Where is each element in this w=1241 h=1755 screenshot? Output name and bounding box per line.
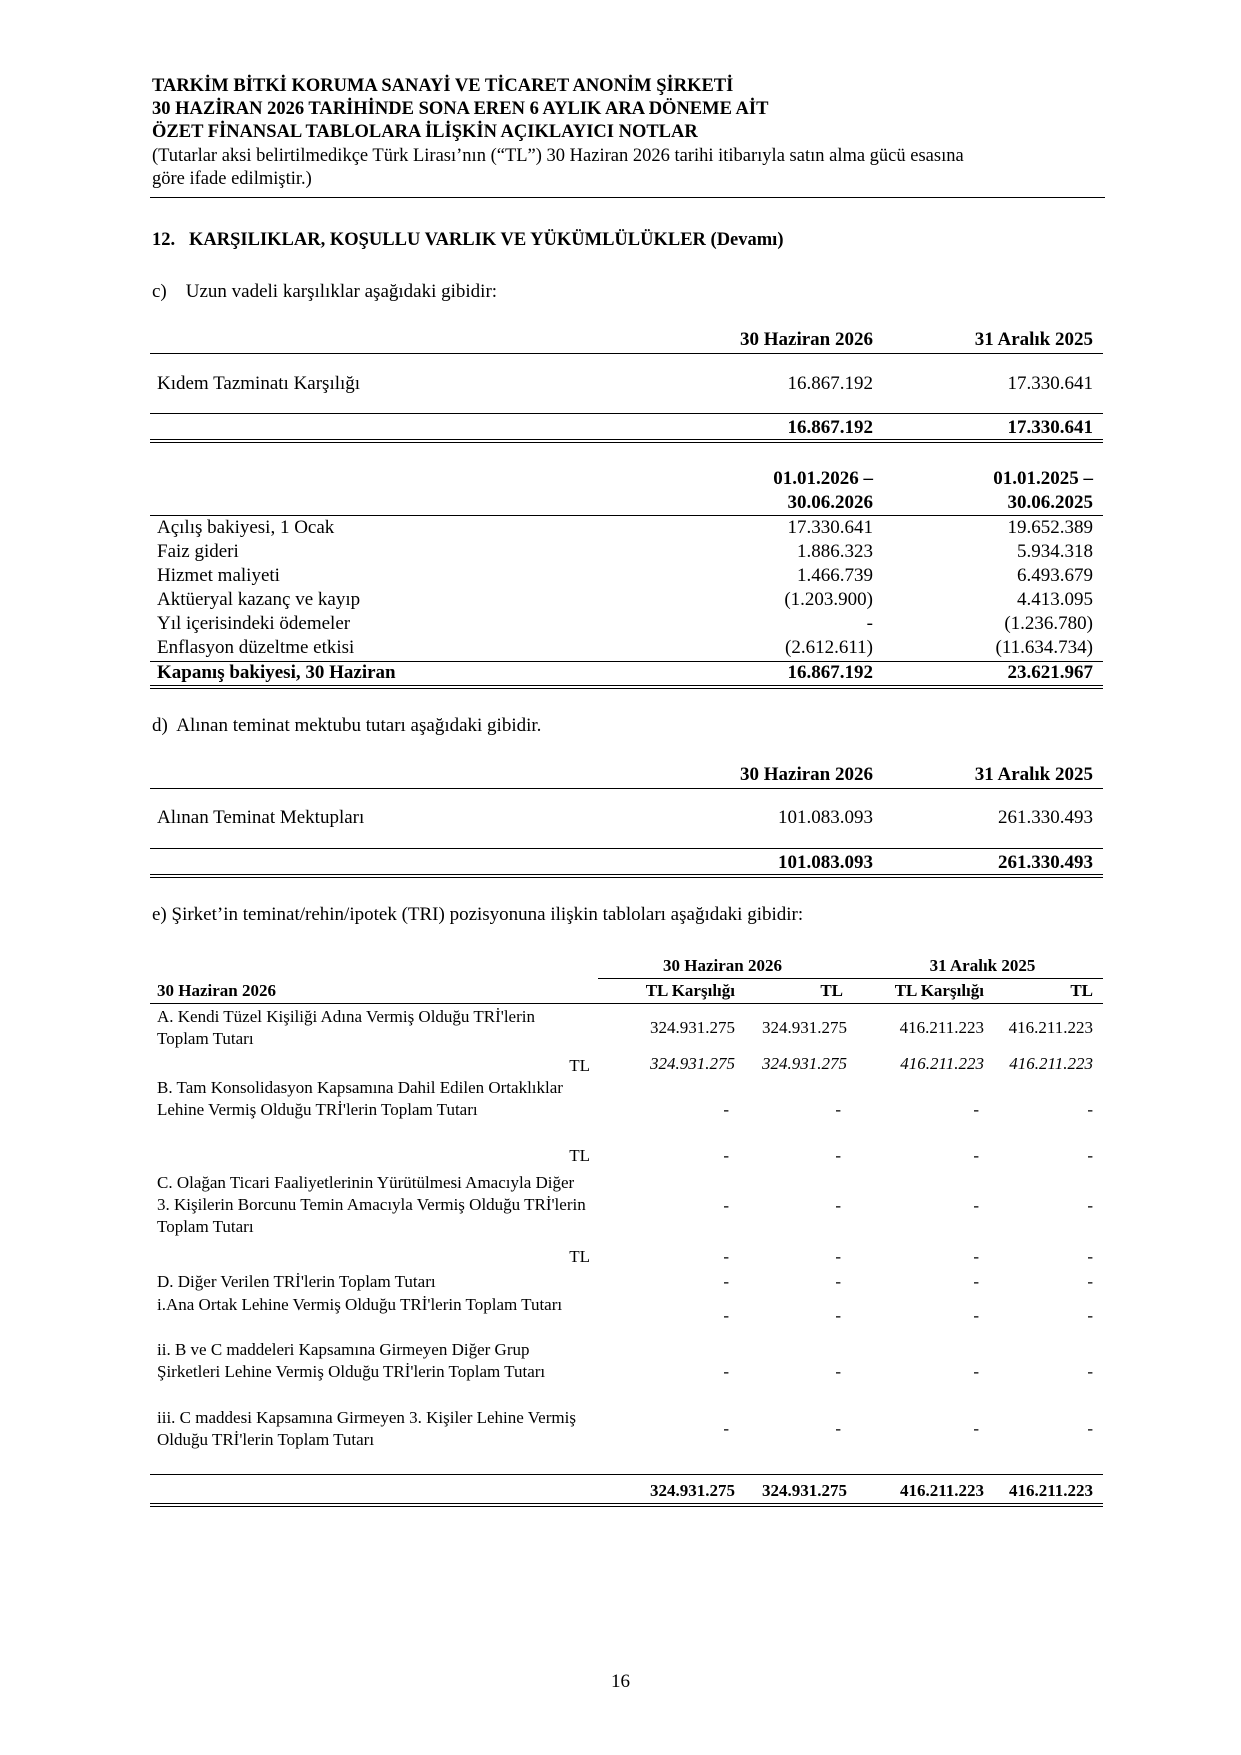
c-row-value-2025: 17.330.641 xyxy=(1007,373,1093,394)
e-value: - xyxy=(973,1419,979,1438)
d-total-2026: 101.083.093 xyxy=(778,852,873,873)
e-value: 324.931.275 xyxy=(762,1054,847,1073)
c-mov-value-2025: 6.493.679 xyxy=(1017,565,1093,586)
d-total-2025: 261.330.493 xyxy=(998,852,1093,873)
currency-note-line1: (Tutarlar aksi belirtilmedikçe Türk Lirası’nın (“TL”) 30 Haziran 2026 tarihi itibarıyla satın alma gücü esasına xyxy=(152,146,964,166)
c-mov-value-2025: 19.652.389 xyxy=(1007,517,1093,538)
e-value: - xyxy=(835,1196,841,1215)
c-mov-value-2025: 5.934.318 xyxy=(1017,541,1093,562)
e-value: - xyxy=(723,1247,729,1266)
e-value: - xyxy=(1087,1306,1093,1325)
header-rule xyxy=(150,197,1105,198)
period-title: 30 HAZİRAN 2026 TARİHİNDE SONA EREN 6 AYLIK ARA DÖNEME AİT xyxy=(152,99,769,119)
e-value: 416.211.223 xyxy=(1009,1054,1093,1073)
c-total-2025: 17.330.641 xyxy=(1007,417,1093,438)
d-row-label: Alınan Teminat Mektupları xyxy=(157,807,365,828)
e-group-header-rule xyxy=(598,978,1103,979)
c-mov-value-2026: 1.466.739 xyxy=(797,565,873,586)
e-value: - xyxy=(723,1272,729,1291)
e-value: - xyxy=(973,1306,979,1325)
e-group-header-2025: 31 Aralık 2025 xyxy=(929,956,1036,975)
e-value: - xyxy=(1087,1196,1093,1215)
d-row-value-2025: 261.330.493 xyxy=(998,807,1093,828)
section-e-intro: e) Şirket’in teminat/rehin/ipotek (TRI) pozisyonuna ilişkin tabloları aşağıdaki gibidir: xyxy=(152,904,804,925)
c-mov-label: Faiz gideri xyxy=(157,541,239,562)
c-closing-2026: 16.867.192 xyxy=(787,662,873,683)
c-header-rule xyxy=(150,353,1103,354)
d-col-header-2026: 30 Haziran 2026 xyxy=(740,764,873,785)
e-header-rule xyxy=(150,1003,1103,1004)
e-row-label: D. Diğer Verilen TRİ'lerin Toplam Tutarı xyxy=(157,1272,436,1291)
c-mov-label: Aktüeryal kazanç ve kayıp xyxy=(157,589,361,610)
d-total-double-rule xyxy=(150,874,1103,878)
page-number: 16 xyxy=(611,1671,630,1692)
e-value: - xyxy=(1087,1419,1093,1438)
e-sub-header-tl-2026: TL xyxy=(820,981,843,1000)
e-row-label: A. Kendi Tüzel Kişiliği Adına Vermiş Olduğu TRİ'lerin Toplam Tutarı xyxy=(157,1007,535,1048)
e-total-double-rule xyxy=(150,1503,1103,1507)
e-row-label: i.Ana Ortak Lehine Vermiş Olduğu TRİ'lerin Toplam Tutarı xyxy=(157,1295,563,1314)
c-mov-label: Hizmet maliyeti xyxy=(157,565,280,586)
e-row-tl-label: TL xyxy=(569,1146,590,1165)
section-d-intro: d) Alınan teminat mektubu tutarı aşağıdaki gibidir. xyxy=(152,715,542,736)
e-value: - xyxy=(723,1146,729,1165)
d-col-header-2025: 31 Aralık 2025 xyxy=(974,764,1093,785)
c-total-double-rule xyxy=(150,439,1103,443)
e-row-label: iii. C maddesi Kapsamına Girmeyen 3. Kişiler Lehine Vermiş Olduğu TRİ'lerin Toplam Tutarı xyxy=(157,1408,576,1449)
currency-note-line2: göre ifade edilmiştir.) xyxy=(152,169,312,189)
e-value: - xyxy=(835,1100,841,1119)
c-mov-label: Yıl içerisindeki ödemeler xyxy=(157,613,351,634)
c-total-2026: 16.867.192 xyxy=(787,417,873,438)
c-row-label: Kıdem Tazminatı Karşılığı xyxy=(157,373,361,394)
c-mov-value-2025: (11.634.734) xyxy=(995,637,1093,658)
e-value: 324.931.275 xyxy=(762,1018,847,1037)
c-mov-value-2026: - xyxy=(866,613,873,634)
e-total-value: 416.211.223 xyxy=(1008,1481,1093,1500)
e-value: - xyxy=(723,1306,729,1325)
e-value: - xyxy=(973,1100,979,1119)
e-value: 416.211.223 xyxy=(900,1054,984,1073)
document-title: ÖZET FİNANSAL TABLOLARA İLİŞKİN AÇIKLAYICI NOTLAR xyxy=(152,122,698,142)
e-total-rule-top xyxy=(150,1474,1103,1475)
d-header-rule xyxy=(150,788,1103,789)
e-value: - xyxy=(723,1419,729,1438)
c-closing-2025: 23.621.967 xyxy=(1007,662,1093,683)
e-row-header: 30 Haziran 2026 xyxy=(157,981,276,1000)
c-mov-col1-line2: 30.06.2026 xyxy=(787,492,873,513)
e-value: - xyxy=(723,1196,729,1215)
e-value: - xyxy=(835,1419,841,1438)
e-row-label: B. Tam Konsolidasyon Kapsamına Dahil Edilen Ortaklıklar Lehine Vermiş Olduğu TRİ'lerin Toplam Tutarı xyxy=(157,1078,563,1119)
c-mov-value-2026: 17.330.641 xyxy=(787,517,873,538)
company-name: TARKİM BİTKİ KORUMA SANAYİ VE TİCARET ANONİM ŞİRKETİ xyxy=(152,76,734,96)
e-value: - xyxy=(1087,1247,1093,1266)
e-value: - xyxy=(835,1272,841,1291)
e-value: - xyxy=(1087,1272,1093,1291)
e-value: - xyxy=(1087,1362,1093,1381)
e-value: - xyxy=(835,1247,841,1266)
e-total-value: 324.931.275 xyxy=(650,1481,735,1500)
c-col-header-2025: 31 Aralık 2025 xyxy=(974,329,1093,350)
e-value: - xyxy=(973,1196,979,1215)
e-value: - xyxy=(723,1362,729,1381)
c-mov-label: Açılış bakiyesi, 1 Ocak xyxy=(157,517,335,538)
e-row-label: C. Olağan Ticari Faaliyetlerinin Yürütülmesi Amacıyla Diğer 3. Kişilerin Borcunu Temin Amacıyla Vermiş Olduğu TRİ'lerin Toplam Tutarı xyxy=(157,1173,586,1236)
e-value: - xyxy=(973,1146,979,1165)
section-c-intro: c) Uzun vadeli karşılıklar aşağıdaki gibidir: xyxy=(152,281,498,302)
e-value: 324.931.275 xyxy=(650,1054,735,1073)
c-mov-value-2025: 4.413.095 xyxy=(1017,589,1093,610)
c-mov-col2-line1: 01.01.2025 – xyxy=(993,468,1093,489)
c-col-header-2026: 30 Haziran 2026 xyxy=(740,329,873,350)
e-total-value: 324.931.275 xyxy=(762,1481,847,1500)
e-value: - xyxy=(1087,1146,1093,1165)
e-sub-header-tl-karsiligi-2026: TL Karşılığı xyxy=(645,981,735,1000)
e-value: - xyxy=(723,1100,729,1119)
e-group-header-2026: 30 Haziran 2026 xyxy=(663,956,782,975)
e-value: - xyxy=(835,1146,841,1165)
e-total-value: 416.211.223 xyxy=(899,1481,984,1500)
e-row-label: ii. B ve C maddeleri Kapsamına Girmeyen Diğer Grup Şirketleri Lehine Vermiş Olduğu TRİ'lerin Toplam Tutarı xyxy=(157,1340,546,1381)
c-row-value-2026: 16.867.192 xyxy=(787,373,873,394)
e-value: - xyxy=(835,1306,841,1325)
e-value: - xyxy=(973,1247,979,1266)
c-mov-value-2026: (2.612.611) xyxy=(785,637,873,658)
e-value: - xyxy=(835,1362,841,1381)
c-closing-label: Kapanış bakiyesi, 30 Haziran xyxy=(157,662,396,683)
e-value: 416.211.223 xyxy=(1008,1018,1093,1037)
section-title: 12. KARŞILIKLAR, KOŞULLU VARLIK VE YÜKÜMLÜLÜKLER (Devamı) xyxy=(152,230,784,250)
c-total-rule-top xyxy=(150,413,1103,414)
e-sub-header-tl-2025: TL xyxy=(1070,981,1093,1000)
e-sub-header-tl-karsiligi-2025: TL Karşılığı xyxy=(894,981,984,1000)
d-total-rule-top xyxy=(150,848,1103,849)
c-mov-value-2025: (1.236.780) xyxy=(1004,613,1093,634)
c-mov-col2-line2: 30.06.2025 xyxy=(1007,492,1093,513)
c-mov-col1-line1: 01.01.2026 – xyxy=(773,468,873,489)
c-mov-label: Enflasyon düzeltme etkisi xyxy=(157,637,355,658)
c-closing-double-rule xyxy=(150,685,1103,689)
e-value: - xyxy=(973,1362,979,1381)
e-value: - xyxy=(973,1272,979,1291)
e-row-tl-label: TL xyxy=(569,1056,590,1075)
e-value: 324.931.275 xyxy=(650,1018,735,1037)
d-row-value-2026: 101.083.093 xyxy=(778,807,873,828)
e-value: 416.211.223 xyxy=(899,1018,984,1037)
c-mov-value-2026: 1.886.323 xyxy=(797,541,873,562)
c-mov-value-2026: (1.203.900) xyxy=(784,589,873,610)
e-value: - xyxy=(1087,1100,1093,1119)
e-row-tl-label: TL xyxy=(569,1247,590,1266)
